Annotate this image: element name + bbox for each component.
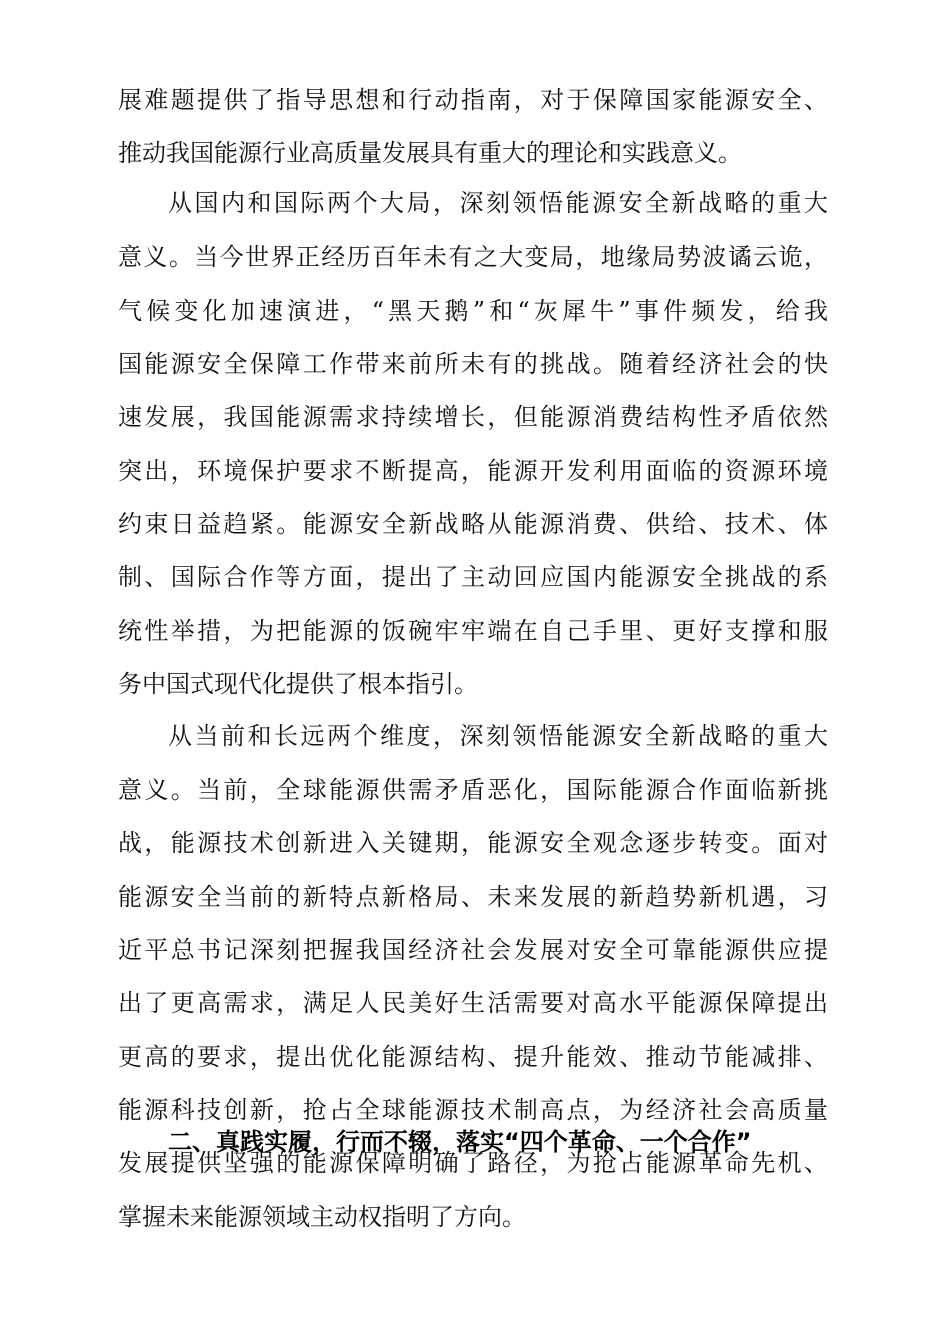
text-line: 展难题提供了指导思想和行动指南，对于保障国家能源安全、	[118, 86, 828, 114]
text-line: 意义。当今世界正经历百年未有之大变局，地缘局势波谲云诡，	[118, 243, 828, 271]
text-line: 更高的要求，提出优化能源结构、提升能效、推动节能减排、	[118, 1043, 828, 1071]
text-line: 推动我国能源行业高质量发展具有重大的理论和实践意义。	[118, 139, 742, 167]
paragraph-first-line: 从当前和长远两个维度，深刻领悟能源安全新战略的重大	[168, 722, 828, 750]
section-heading: 二、真践实履，行而不辍，落实“四个革命、一个合作”	[168, 1128, 752, 1156]
text-line: 出了更高需求，满足人民美好生活需要对高水平能源保障提出	[118, 989, 828, 1017]
text-line: 突出，环境保护要求不断提高，能源开发利用面临的资源环境	[118, 457, 828, 485]
text-line: 统性举措，为把能源的饭碗牢牢端在自己手里、更好支撑和服	[118, 617, 828, 645]
text-line: 能源科技创新，抢占全球能源技术制高点，为经济社会高质量	[118, 1096, 828, 1124]
text-line: 务中国式现代化提供了根本指引。	[118, 670, 478, 698]
text-line: 能源安全当前的新特点新格局、未来发展的新趋势新机遇，习	[118, 883, 828, 911]
text-line: 发展提供坚强的能源保障明确了路径，为抢占能源革命先机、	[118, 1149, 828, 1177]
text-line: 近平总书记深刻把握我国经济社会发展对安全可靠能源供应提	[118, 936, 828, 964]
text-line: 国能源安全保障工作带来前所未有的挑战。随着经济社会的快	[118, 350, 828, 378]
paragraph-first-line: 从国内和国际两个大局，深刻领悟能源安全新战略的重大	[168, 189, 828, 217]
text-line: 战，能源技术创新进入关键期，能源安全观念逐步转变。面对	[118, 829, 828, 857]
text-line: 速发展，我国能源需求持续增长，但能源消费结构性矛盾依然	[118, 403, 828, 431]
text-line: 意义。当前，全球能源供需矛盾恶化，国际能源合作面临新挑	[118, 776, 828, 804]
text-line: 约束日益趋紧。能源安全新战略从能源消费、供给、技术、体	[118, 510, 828, 538]
text-line: 掌握未来能源领域主动权指明了方向。	[118, 1203, 526, 1231]
text-line: 制、国际合作等方面，提出了主动回应国内能源安全挑战的系	[118, 563, 828, 591]
text-line: 气候变化加速演进，“黑天鹅”和“灰犀牛”事件频发，给我	[118, 297, 828, 325]
